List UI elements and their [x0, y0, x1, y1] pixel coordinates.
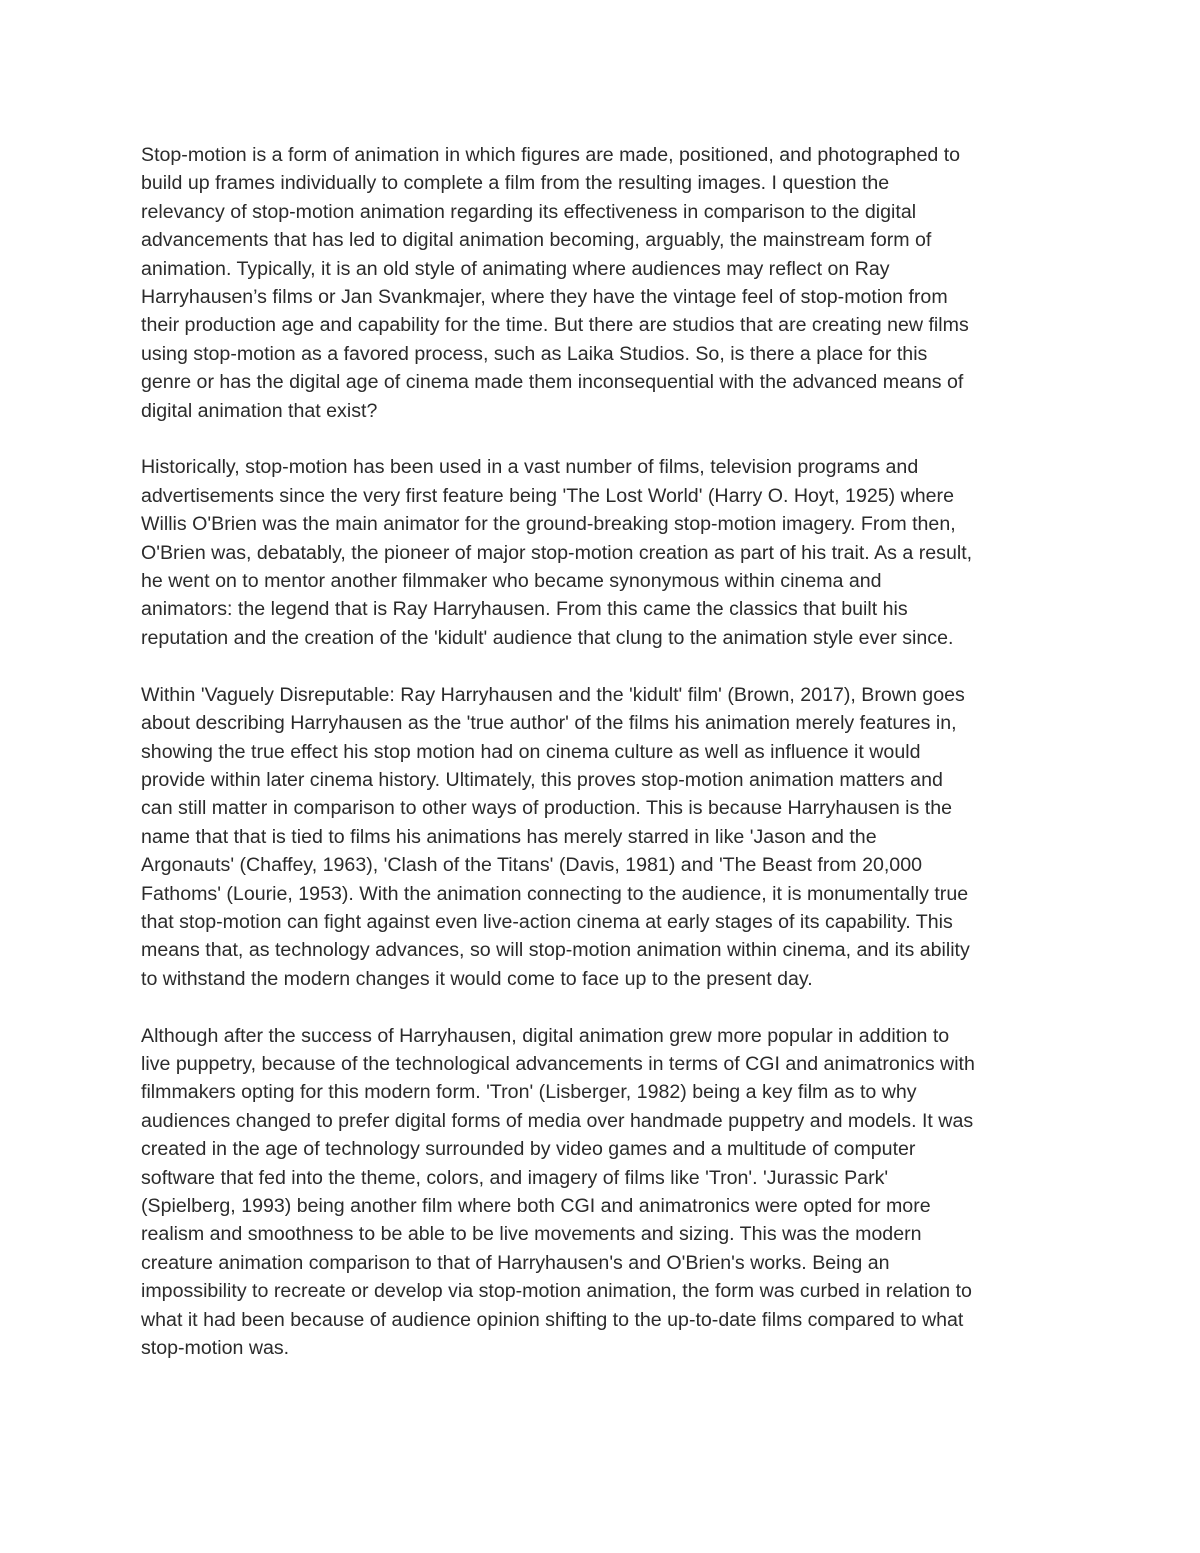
text-line: using stop-motion as a favored process, such as Laika Studios. So, is there a place for this — [141, 342, 928, 365]
text-line: stop-motion was. — [141, 1337, 290, 1360]
text-line: that stop-motion can fight against even live-action cinema at early stages of its capability. This — [141, 910, 953, 933]
text-line: Willis O'Brien was the main animator for the ground-breaking stop-motion imagery. From then, — [141, 513, 956, 536]
text-line: about describing Harryhausen as the 'true author' of the films his animation merely features in, — [141, 712, 957, 735]
text-line: Within 'Vaguely Disreputable: Ray Harryhausen and the 'kidult' film' (Brown, 2017), Brown goes — [141, 683, 965, 706]
paragraph — [141, 681, 1071, 993]
text-line: audiences changed to prefer digital forms of media over handmade puppetry and models. It was — [141, 1109, 974, 1132]
text-line: advertisements since the very first feature being 'The Lost World' (Harry O. Hoyt, 1925) where — [141, 484, 954, 507]
document-body — [141, 141, 1071, 1391]
text-line: creature animation comparison to that of Harryhausen's and O'Brien's works. Being an — [141, 1251, 890, 1274]
text-line: can still matter in comparison to other ways of production. This is because Harryhausen is the — [141, 797, 952, 820]
text-line: name that that is tied to films his animations has merely starred in like 'Jason and the — [141, 825, 877, 848]
text-line: created in the age of technology surrounded by video games and a multitude of computer — [141, 1138, 916, 1161]
text-line: provide within later cinema history. Ultimately, this proves stop-motion animation matters and — [141, 768, 943, 791]
paragraph — [141, 1022, 1071, 1363]
text-line: digital animation that exist? — [141, 399, 378, 422]
text-line: live puppetry, because of the technological advancements in terms of CGI and animatronics with — [141, 1052, 975, 1075]
text-line: means that, as technology advances, so will stop-motion animation within cinema, and its ability — [141, 939, 970, 962]
text-line: Harryhausen’s films or Jan Svankmajer, where they have the vintage feel of stop-motion from — [141, 286, 948, 309]
text-line: impossibility to recreate or develop via stop-motion animation, the form was curbed in relation to — [141, 1280, 972, 1303]
text-line: software that fed into the theme, colors, and imagery of films like 'Tron'. 'Jurassic Park' — [141, 1166, 889, 1189]
text-line: showing the true effect his stop motion had on cinema culture as well as influence it would — [141, 740, 921, 763]
text-line: their production age and capability for the time. But there are studios that are creating new films — [141, 314, 969, 337]
text-line: animation. Typically, it is an old style of animating where audiences may reflect on Ray — [141, 257, 890, 280]
text-line: Although after the success of Harryhausen, digital animation grew more popular in addition to — [141, 1024, 950, 1047]
text-line: Argonauts' (Chaffey, 1963), 'Clash of the Titans' (Davis, 1981) and 'The Beast from 20,000 — [141, 854, 922, 877]
text-line: (Spielberg, 1993) being another film where both CGI and animatronics were opted for more — [141, 1194, 931, 1217]
text-line: build up frames individually to complete a film from the resulting images. I question the — [141, 172, 890, 195]
text-line: animators: the legend that is Ray Harryhausen. From this came the classics that built his — [141, 598, 908, 621]
text-line: to withstand the modern changes it would come to face up to the present day. — [141, 967, 813, 990]
text-line: Historically, stop-motion has been used in a vast number of films, television programs and — [141, 456, 919, 479]
text-line: relevancy of stop-motion animation regarding its effectiveness in comparison to the digital — [141, 200, 917, 223]
paragraph — [141, 141, 1071, 425]
text-line: Stop-motion is a form of animation in which figures are made, positioned, and photographed to — [141, 144, 961, 166]
text-line: realism and smoothness to be able to be live movements and sizing. This was the modern — [141, 1223, 922, 1246]
text-line: what it had been because of audience opinion shifting to the up-to-date films compared to what — [141, 1308, 964, 1331]
text-line: advancements that has led to digital animation becoming, arguably, the mainstream form of — [141, 229, 932, 252]
text-line: reputation and the creation of the 'kidult' audience that clung to the animation style ever since. — [141, 626, 954, 649]
paragraph — [141, 453, 1071, 652]
text-line: filmmakers opting for this modern form. 'Tron' (Lisberger, 1982) being a key film as to why — [141, 1081, 917, 1104]
text-line: he went on to mentor another filmmaker who became synonymous within cinema and — [141, 570, 882, 593]
text-line: genre or has the digital age of cinema made them inconsequential with the advanced means of — [141, 371, 964, 394]
text-line: O'Brien was, debatably, the pioneer of major stop-motion creation as part of his trait. As a result, — [141, 541, 973, 564]
text-line: Fathoms' (Lourie, 1953). With the animation connecting to the audience, it is monumentally true — [141, 882, 969, 905]
